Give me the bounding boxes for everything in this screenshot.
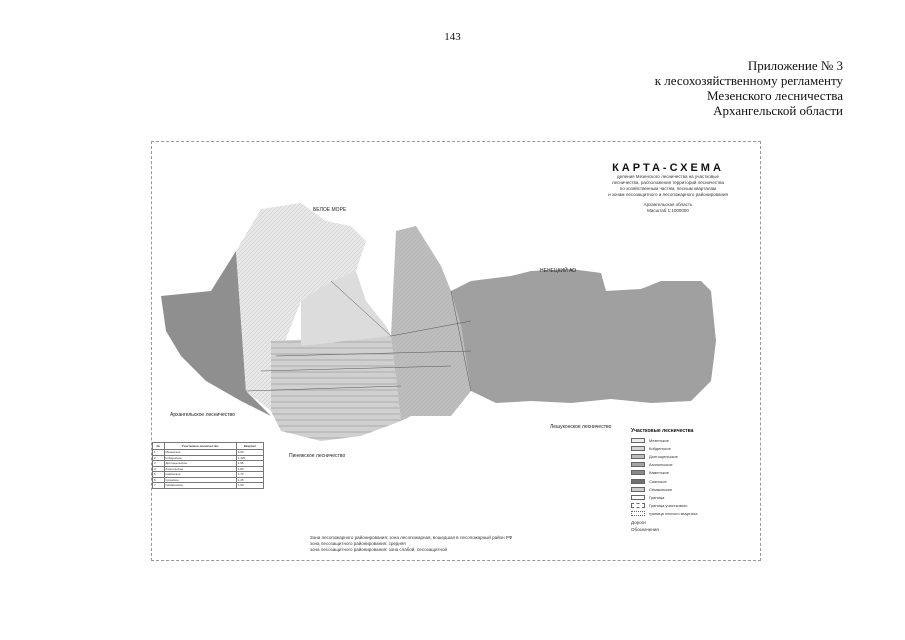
legend-item: [631, 485, 731, 493]
legend-item: [631, 461, 731, 469]
table-cell: Мезенское: [164, 450, 236, 456]
legend-label: Каменское: [649, 470, 669, 476]
table-header: Участковое лесничество: [164, 443, 236, 450]
note-line-2: зона лесозащитного районирования: средняя: [310, 541, 406, 546]
map-subtitle-1: деления Мезенского лесничества на участковые: [617, 174, 719, 179]
table-cell: 1-70: [236, 472, 263, 478]
legend-swatch: [631, 503, 645, 508]
label-nenets: НЕНЕЦКИЙ АО: [540, 268, 577, 274]
legend-item: [631, 510, 731, 518]
table-cell: Соянское: [164, 477, 236, 483]
legend-swatch: [631, 470, 645, 475]
table-header-row: [153, 443, 264, 450]
legend-item: [631, 444, 731, 452]
table-cell: Азопольское: [164, 466, 236, 472]
table-cell: 4: [153, 466, 165, 472]
legend-label: Граница: [649, 494, 665, 500]
region-central-lines: [271, 336, 401, 441]
forestry-table: [152, 442, 264, 489]
map-title: КАРТА-СХЕМА: [612, 162, 724, 174]
legend-swatch: [631, 479, 645, 484]
appendix-header: [655, 58, 843, 118]
label-pinega-forestry: Пинежское лесничество: [289, 453, 346, 459]
legend-item: [631, 493, 731, 501]
map-title-block: [580, 162, 756, 214]
table-cell: 1: [153, 450, 165, 456]
legend-footer: Дороги: [631, 519, 646, 525]
legend-swatch: [631, 446, 645, 451]
table-cell: 2: [153, 455, 165, 461]
table-row: [153, 483, 264, 489]
label-white-sea: БЕЛОЕ МОРЕ: [313, 207, 347, 213]
legend-footer-2: Обозначения: [631, 526, 659, 532]
legend-item: [631, 469, 731, 477]
map-subtitle-3: по хозяйственным частям, лесным кварталам: [619, 186, 717, 191]
legend-swatch: [631, 438, 645, 443]
table-cell: 1-50: [236, 450, 263, 456]
legend-label: Граница участкового: [649, 503, 688, 509]
legend-swatch: [631, 487, 645, 492]
legend-swatch: [631, 495, 645, 500]
legend-label: Мезенское: [649, 437, 669, 443]
table-cell: Койденское: [164, 455, 236, 461]
map-region: Архангельская область: [643, 202, 693, 207]
legend-swatch: [631, 462, 645, 467]
table-cell: 7: [153, 483, 165, 489]
appendix-line-2: к лесохозяйственному регламенту: [654, 73, 843, 88]
table-header: №: [153, 443, 165, 450]
legend-swatch: [631, 454, 645, 459]
label-leshukonsk-forestry: Лешуконское лесничество: [550, 424, 612, 430]
legend-item: [631, 502, 731, 510]
page-number: 143: [444, 31, 461, 43]
table-cell: 3: [153, 461, 165, 467]
table-cell: 1-60: [236, 483, 263, 489]
table-header: Квартал: [236, 443, 263, 450]
appendix-line-3: Мезенского лесничества: [707, 88, 843, 103]
legend-item: [631, 436, 731, 444]
table-cell: Каменское: [164, 472, 236, 478]
table-cell: 1-120: [236, 455, 263, 461]
table-cell: 6: [153, 477, 165, 483]
table-cell: Сёмжинское: [164, 483, 236, 489]
label-arkhangelsk-forestry: Архангельское лесничество: [170, 412, 235, 418]
map-subtitle-4: и зонам лесозащитного и лесопожарного районирования: [608, 192, 728, 197]
table-cell: 1-96: [236, 461, 263, 467]
legend-label: граница лесного квартала: [649, 511, 698, 517]
legend-label: Соянское: [649, 478, 667, 484]
table-cell: 1-45: [236, 477, 263, 483]
legend-label: Долгощельское: [649, 453, 678, 459]
legend-swatch: [631, 511, 645, 516]
table-cell: 5: [153, 472, 165, 478]
map-note: [310, 535, 512, 553]
legend-label: Койденское: [649, 445, 671, 451]
legend-item: [631, 477, 731, 485]
table-cell: Долгощельское: [164, 461, 236, 467]
table-cell: 1-80: [236, 466, 263, 472]
region-east-hatch: [451, 269, 716, 403]
note-line-1: Зона лесопожарного районирования: зона лесопожарная, вошедшая в лесопожарный район РФ: [310, 535, 513, 540]
map-scale: Масштаб 1:1000000: [647, 208, 689, 213]
appendix-line-1: Приложение № 3: [747, 58, 843, 73]
note-line-3: зона лесозащитного районирования: зона слабой, лесозащитной: [310, 547, 448, 552]
legend-label: Азопольское: [649, 462, 673, 468]
appendix-line-4: Архангельской области: [713, 103, 843, 118]
legend-item: [631, 452, 731, 460]
map-legend: [631, 428, 731, 532]
legend-title: Участковые лесничества: [631, 428, 694, 434]
legend-label: Сёмжинское: [649, 486, 673, 492]
map-subtitle-2: лесничества, расположения территорий лесничества: [611, 180, 724, 185]
